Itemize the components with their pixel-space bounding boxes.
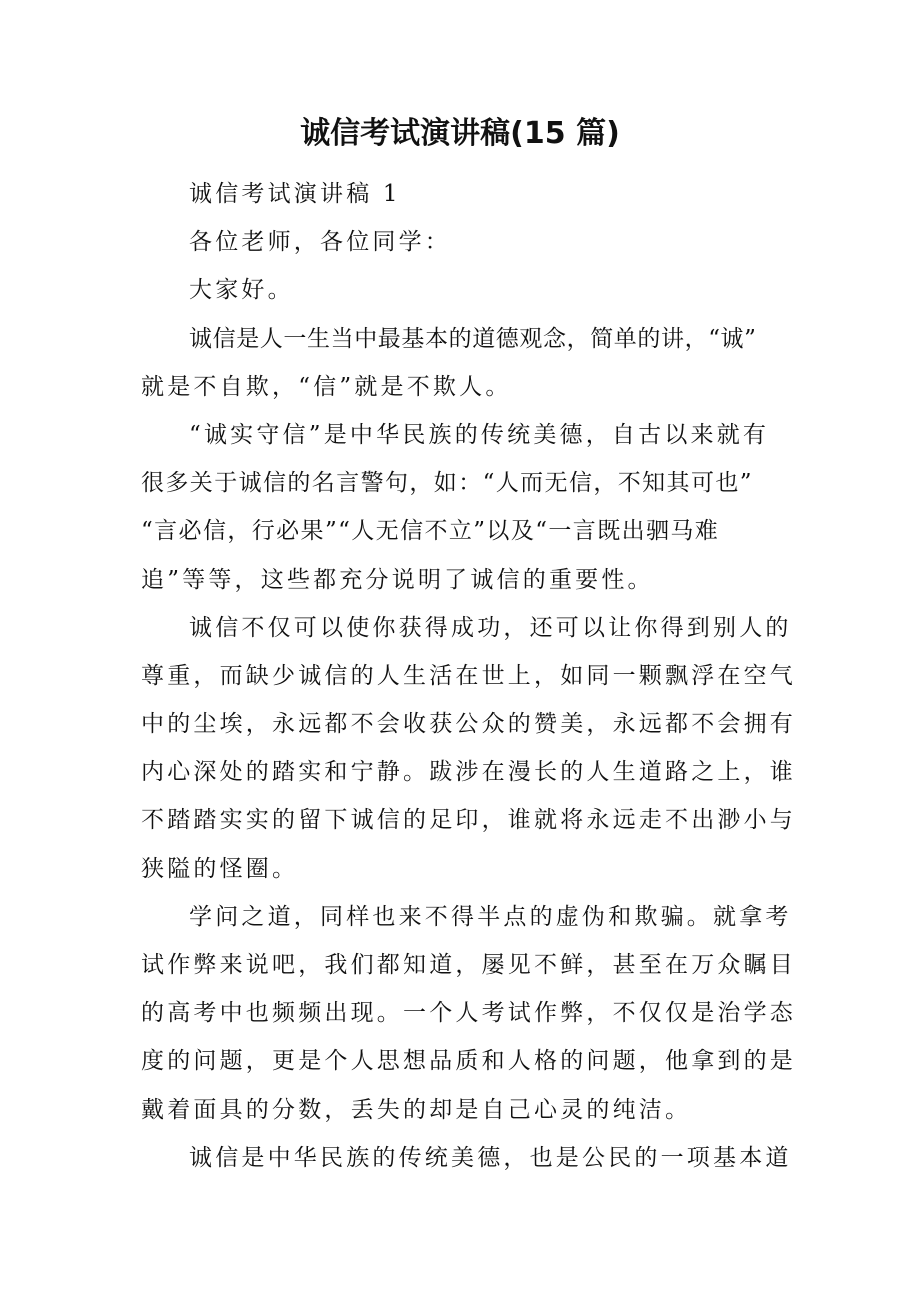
body-line: 追”等等，这些都充分说明了诚信的重要性。 bbox=[141, 566, 654, 593]
body-line: “诚实守信”是中华民族的传统美德，自古以来就有 bbox=[189, 421, 770, 448]
body-line: 尊重，而缺少诚信的人生活在世上，如同一颗飘浮在空气 bbox=[141, 662, 796, 689]
body-line: 各位老师，各位同学： bbox=[189, 229, 451, 256]
body-line: 试作弊来说吧，我们都知道，屡见不鲜，甚至在万众瞩目 bbox=[141, 952, 796, 978]
body-line: 戴着面具的分数，丢失的却是自己心灵的纯洁。 bbox=[141, 1096, 692, 1123]
body-line: 诚信考试演讲稿 1 bbox=[189, 181, 401, 207]
body-line: 不踏踏实实的留下诚信的足印，谁就将永远走不出渺小与 bbox=[141, 807, 796, 834]
body-line: 很多关于诚信的名言警句，如：“人而无信，不知其可也” bbox=[141, 470, 753, 497]
body-line: 就是不自欺，“信”就是不欺人。 bbox=[141, 373, 512, 400]
body-line: 内心深处的踏实和宁静。跋涉在漫长的人生道路之上，谁 bbox=[141, 759, 796, 786]
body-line: 诚信是人一生当中最基本的道德观念，简单的讲，“诚” bbox=[189, 325, 757, 352]
body-line: 度的问题，更是个人思想品质和人格的问题，他拿到的是 bbox=[141, 1048, 796, 1075]
document-body bbox=[141, 170, 796, 1182]
body-line: “言必信，行必果”“人无信不立”以及“一言既出驷马难 bbox=[141, 518, 720, 545]
body-line: 中的尘埃，永远都不会收获公众的赞美，永远都不会拥有 bbox=[141, 711, 796, 738]
body-line: 大家好。 bbox=[189, 277, 294, 304]
body-line: 狭隘的怪圈。 bbox=[141, 855, 299, 882]
body-line: 诚信不仅可以使你获得成功，还可以让你得到别人的 bbox=[189, 614, 792, 641]
body-line: 学问之道，同样也来不得半点的虚伪和欺骗。就拿考 bbox=[189, 903, 792, 930]
document-title: 诚信考试演讲稿(15 篇) bbox=[300, 116, 620, 151]
body-line: 诚信是中华民族的传统美德，也是公民的一项基本道 bbox=[189, 1144, 792, 1171]
body-line: 的高考中也频频出现。一个人考试作弊，不仅仅是治学态 bbox=[141, 1000, 796, 1027]
